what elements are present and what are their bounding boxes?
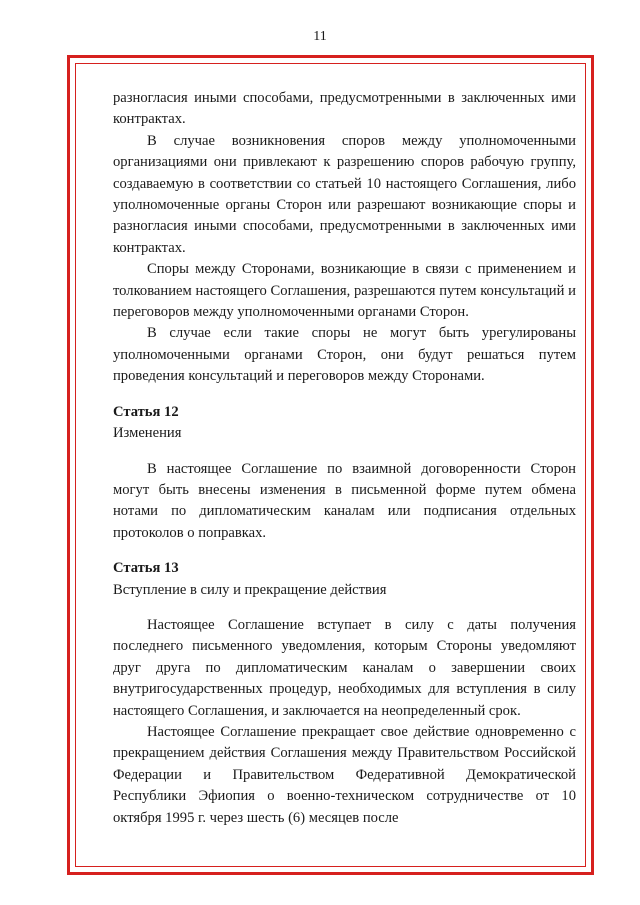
paragraph-disputes-organizations: В случае возникновения споров между уполномоченными организациями они привлекают к разрешению споров рабочую группу, создаваемую в соответствии со статьей 10 настоящего Соглашения, либо уполномоченные органы Сторон или разрешают возникающие споры и разногласия иными способами, предусмотренными в заключенных ими контрактах. <box>113 132 576 256</box>
paragraph-continuation: разногласия иными способами, предусмотренными в заключенных ими контрактах. <box>113 90 576 128</box>
article-13-termination: Настоящее Соглашение прекращает свое действие одновременно с прекращением действия Соглашения между Правительством Российской Федерации и Правительством Федеративной Демократической Республики Эфиопия о военно-техническом сотрудничестве от 10 октября 1995 г. через шесть (6) месяцев после <box>113 723 576 826</box>
article-13-title: Статья 13 <box>113 560 179 577</box>
paragraph-disputes-parties: Споры между Сторонами, возникающие в связи с применением и толкованием настоящего Соглашения, разрешаются путем консультаций и переговоров между уполномоченными органами Сторон. <box>113 261 576 321</box>
article-12-subtitle: Изменения <box>113 425 182 442</box>
article-12-title: Статья 12 <box>113 403 179 420</box>
article-13-subtitle: Вступление в силу и прекращение действия <box>113 581 387 598</box>
paragraph-disputes-unresolved: В случае если такие споры не могут быть урегулированы уполномоченными органами Сторон, они будут решаться путем проведения консультаций и переговоров между Сторонами. <box>113 325 576 385</box>
document-body <box>113 88 576 829</box>
article-12-text: В настоящее Соглашение по взаимной договоренности Сторон могут быть внесены изменения в письменной форме путем обмена нотами по дипломатическим каналам или подписания отдельных протоколов о поправках. <box>113 460 576 541</box>
article-13-entry-into-force: Настоящее Соглашение вступает в силу с даты получения последнего письменного уведомления, которым Стороны уведомляют друг друга по дипломатическим каналам о завершении своих внутригосударственных процедур, необходимых для вступления в силу настоящего Соглашения, и заключается на неопределенный срок. <box>113 616 576 719</box>
page-number: 11 <box>313 29 327 44</box>
